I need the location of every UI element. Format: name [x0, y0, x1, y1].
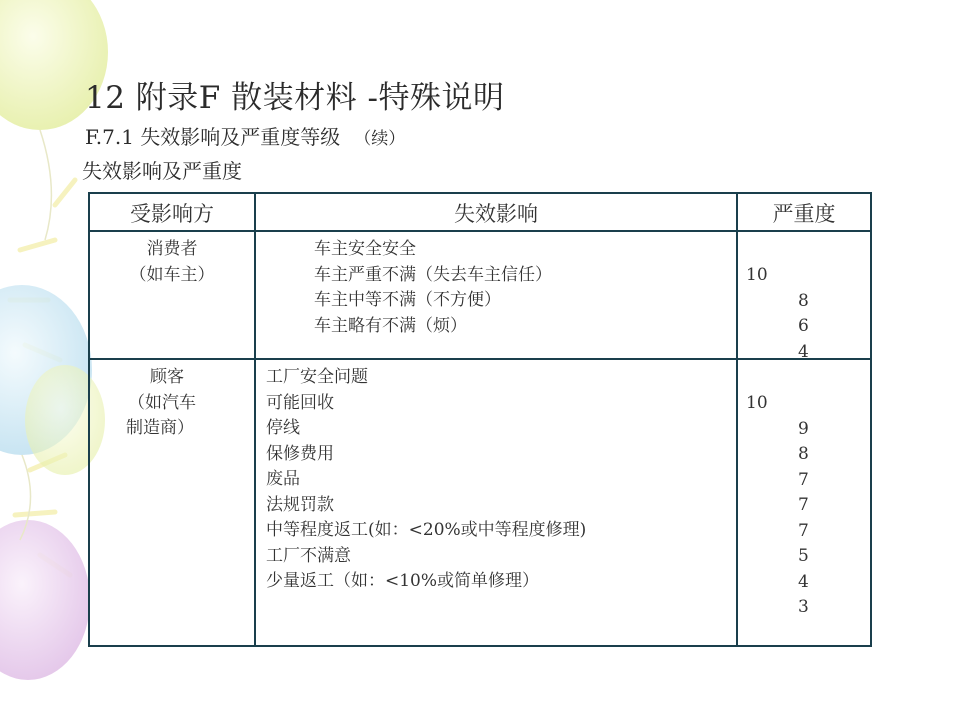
- row2-effects: [266, 365, 586, 595]
- effect-item: 工厂不满意: [266, 545, 351, 566]
- severity-value: 6: [798, 316, 809, 336]
- border-bottom: [88, 645, 872, 647]
- row2-party-line: （如汽车: [128, 392, 196, 413]
- severity-value: 4: [798, 341, 809, 362]
- subtitle-note: （续）: [354, 129, 406, 149]
- row1-severity: [746, 263, 809, 365]
- row2-party-line: 顾客: [150, 367, 184, 387]
- border-top: [88, 192, 872, 194]
- column-divider-2: [736, 192, 738, 647]
- effect-item: 法规罚款: [266, 494, 334, 515]
- effect-item: 车主略有不满（烦）: [314, 315, 467, 336]
- effect-item: 可能回收: [266, 392, 334, 413]
- row2-party-line: 制造商）: [126, 418, 194, 438]
- row1-party-line: 消费者: [146, 239, 198, 259]
- row2-party: [128, 365, 196, 442]
- severity-value: 8: [798, 290, 809, 311]
- severity-value: 8: [798, 444, 809, 464]
- balloon-purple: [0, 520, 90, 680]
- severity-value: 3: [798, 597, 809, 617]
- column-divider-1: [254, 192, 256, 647]
- subtitle-text: F.7.1 失效影响及严重度等级: [85, 125, 341, 149]
- effect-item: 少量返工（如：<10%或简单修理）: [266, 571, 540, 591]
- effect-item: 车主中等不满（不方便）: [314, 290, 501, 310]
- effect-item: 保修费用: [266, 443, 334, 464]
- slide-title: 12 附录F 散装材料 -特殊说明: [85, 80, 505, 116]
- severity-value: 9: [798, 418, 809, 439]
- header-severity: 严重度: [772, 202, 836, 226]
- effect-item: 停线: [266, 418, 300, 438]
- row2-severity: [746, 391, 809, 621]
- header-divider: [88, 230, 872, 232]
- severity-table: [88, 192, 872, 647]
- section-heading: 失效影响及严重度: [82, 159, 242, 183]
- severity-value: 4: [798, 571, 809, 592]
- severity-value: 10: [746, 265, 768, 285]
- severity-value: 5: [798, 546, 809, 566]
- header-failure-effect: 失效影响: [454, 202, 538, 226]
- severity-value: 7: [798, 469, 809, 490]
- row1-effects: [314, 237, 552, 339]
- subtitle: [85, 121, 405, 150]
- effect-item: 中等程度返工(如：<20%或中等程度修理): [266, 520, 587, 540]
- row1-party-line: （如车主）: [129, 264, 215, 285]
- header-affected-party: 受影响方: [130, 202, 214, 226]
- effect-item: 工厂安全问题: [266, 367, 368, 387]
- severity-value: 10: [746, 393, 768, 413]
- effect-item: 车主严重不满（失去车主信任）: [314, 264, 552, 285]
- effect-item: 废品: [266, 469, 300, 489]
- severity-value: 7: [798, 495, 809, 515]
- effect-item: 车主安全安全: [314, 239, 416, 259]
- severity-value: 7: [798, 520, 809, 541]
- row1-party: [90, 237, 254, 288]
- border-right: [870, 192, 872, 647]
